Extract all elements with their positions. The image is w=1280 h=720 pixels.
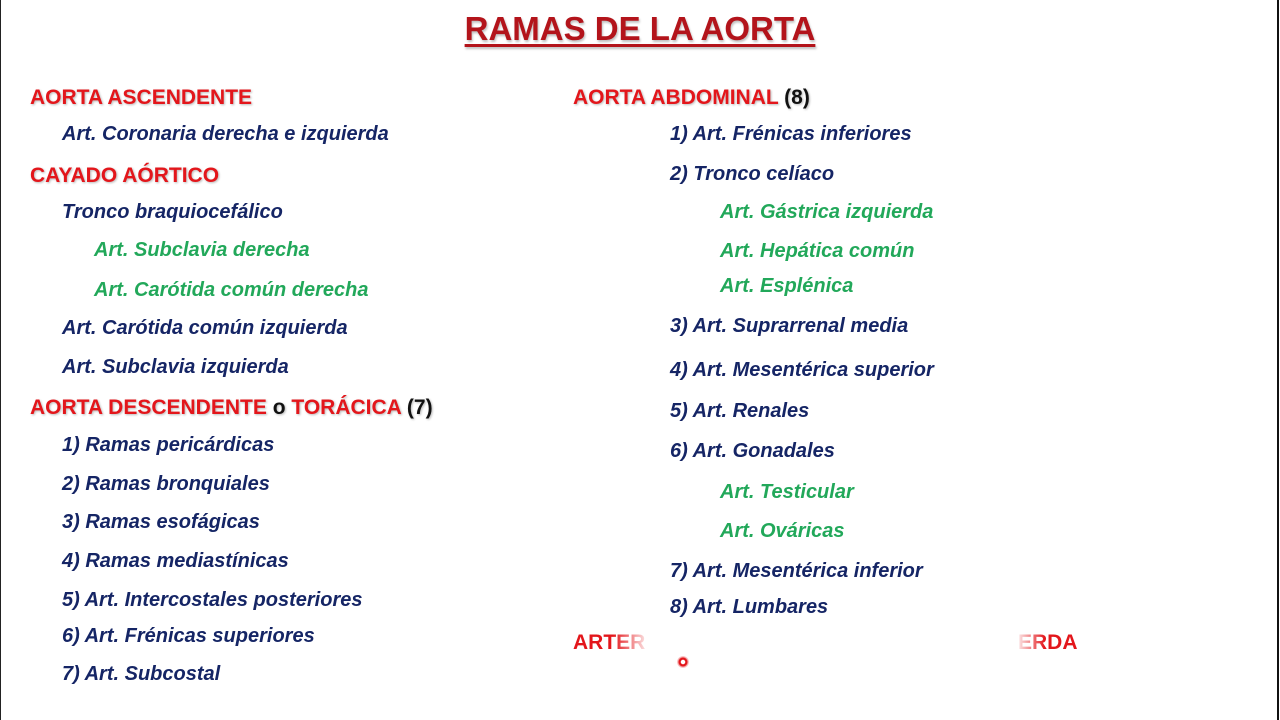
slide-border-right: [1277, 0, 1279, 720]
list-item: 3) Art. Suprarrenal media: [670, 315, 909, 337]
sub-branch-subclavia-derecha: Art. Subclavia derecha: [94, 239, 310, 261]
sub-branch-esplenica: Art. Esplénica: [720, 275, 854, 297]
sub-branch-hepatica-comun: Art. Hepática común: [720, 240, 915, 262]
branch-count: (8): [784, 86, 810, 109]
heading-connector: o: [272, 396, 286, 419]
branch-subclavia-izquierda: Art. Subclavia izquierda: [62, 356, 289, 378]
list-item: 7) Art. Subcostal: [62, 663, 221, 685]
sub-branch-ovaricas: Art. Ováricas: [720, 520, 845, 542]
list-item: 6) Art. Frénicas superiores: [62, 625, 315, 647]
list-item: 7) Art. Mesentérica inferior: [670, 560, 923, 582]
branch-count: (7): [406, 396, 433, 419]
list-item: 4) Art. Mesentérica superior: [670, 359, 934, 381]
list-item: 5) Art. Renales: [670, 400, 810, 422]
list-item: 3) Ramas esofágicas: [62, 511, 260, 533]
title-text: RAMAS DE LA AORTA: [464, 10, 816, 47]
heading-abdominal-text: AORTA ABDOMINAL: [573, 86, 779, 109]
branch-coronaria: Art. Coronaria derecha e izquierda: [62, 123, 389, 145]
heading-aorta-ascendente: AORTA ASCENDENTE: [30, 86, 253, 109]
list-item: 6) Art. Gonadales: [670, 440, 835, 462]
page-title: [0, 10, 1280, 48]
list-item: 5) Art. Intercostales posteriores: [62, 589, 363, 611]
sub-branch-testicular: Art. Testicular: [720, 481, 854, 503]
list-item: 2) Ramas bronquiales: [62, 473, 270, 495]
sub-branch-carotida-derecha: Art. Carótida común derecha: [94, 279, 369, 301]
slide-border-left: [0, 0, 1, 720]
list-item: 8) Art. Lumbares: [670, 596, 829, 618]
heading-aorta-descendente: [30, 396, 433, 420]
list-item: 2) Tronco celíaco: [670, 163, 835, 185]
heading-descendente-text: AORTA DESCENDENTE: [30, 396, 267, 419]
partial-heading-right: ERDA: [1018, 631, 1078, 654]
list-item: 1) Art. Frénicas inferiores: [670, 123, 912, 145]
laser-pointer-cursor-icon: [677, 656, 689, 668]
branch-carotida-izquierda: Art. Carótida común izquierda: [62, 317, 348, 339]
branch-tronco-braquiocefalico: Tronco braquiocefálico: [62, 201, 283, 223]
heading-cayado-aortico: CAYADO AÓRTICO: [30, 164, 220, 187]
list-item: 4) Ramas mediastínicas: [62, 550, 289, 572]
list-item: 1) Ramas pericárdicas: [62, 434, 275, 456]
sub-branch-gastrica-izquierda: Art. Gástrica izquierda: [720, 201, 934, 223]
heading-aorta-abdominal: [573, 86, 810, 110]
heading-toracica-text: TORÁCICA: [291, 396, 402, 419]
partial-heading-left: ARTER: [573, 631, 646, 654]
